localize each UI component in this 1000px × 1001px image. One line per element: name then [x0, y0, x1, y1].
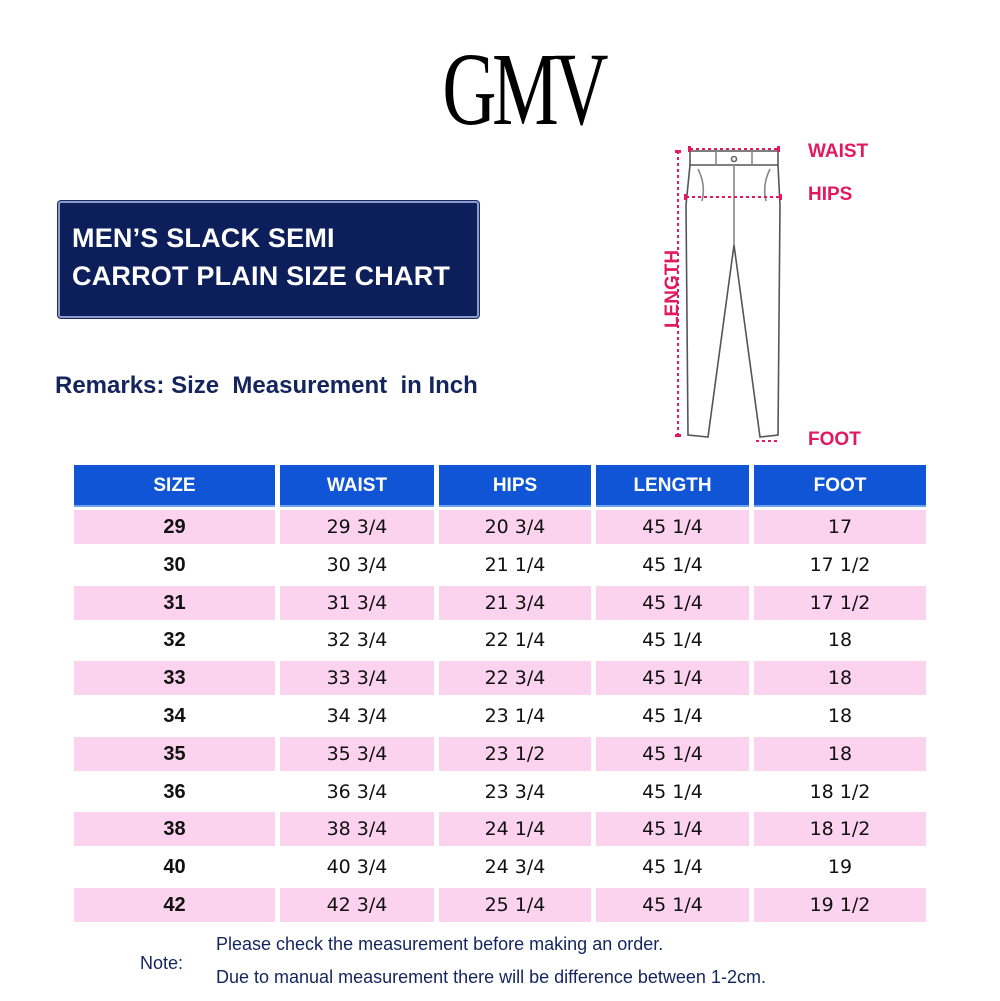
table-row [74, 885, 926, 923]
cell-size: 42 [74, 888, 275, 922]
cell-hips: 25 1/4 [439, 888, 591, 922]
note-line-1: Please check the measurement before making an order. [216, 934, 664, 954]
cell-waist: 29 3/4 [280, 510, 434, 544]
cell-foot: 19 1/2 [754, 888, 926, 922]
cell-size: 34 [163, 704, 186, 727]
cell-hips: 24 3/4 [484, 856, 546, 879]
cell-foot: 18 [754, 661, 926, 695]
cell-waist: 40 3/4 [326, 856, 388, 879]
cell-length: 45 1/4 [642, 704, 703, 727]
cell-hips: 24 1/4 [439, 812, 591, 846]
cell-waist: 34 3/4 [326, 704, 388, 727]
cell-foot: 18 [827, 704, 853, 727]
header-length: LENGTH [596, 465, 749, 507]
table-row [74, 658, 926, 696]
chart-title-box [58, 201, 479, 318]
table-row [74, 583, 926, 621]
table-row [74, 696, 926, 734]
cell-foot: 17 1/2 [754, 586, 926, 620]
size-table [74, 465, 926, 923]
table-row [74, 772, 926, 810]
cell-foot: 18 [754, 737, 926, 771]
cell-size: 29 [74, 510, 275, 544]
cell-waist: 38 3/4 [280, 812, 434, 846]
cell-length: 45 1/4 [596, 510, 749, 544]
table-row [74, 545, 926, 583]
diagram-label-foot: FOOT [808, 429, 861, 450]
cell-length: 45 1/4 [596, 661, 749, 695]
cell-length: 45 1/4 [596, 888, 749, 922]
cell-size: 32 [163, 629, 186, 652]
table-row [74, 809, 926, 847]
trousers-diagram [640, 135, 900, 455]
cell-size: 30 [163, 553, 186, 576]
cell-foot: 18 1/2 [809, 780, 871, 803]
cell-waist: 36 3/4 [326, 780, 388, 803]
cell-length: 45 1/4 [596, 737, 749, 771]
cell-foot: 19 [827, 856, 853, 879]
cell-waist: 30 3/4 [326, 553, 388, 576]
table-row [74, 847, 926, 885]
cell-length: 45 1/4 [642, 629, 703, 652]
cell-size: 36 [163, 780, 186, 803]
header-waist: WAIST [280, 465, 434, 507]
cell-hips: 21 1/4 [484, 553, 546, 576]
table-header-row [74, 465, 926, 507]
chart-title-line-2: CARROT PLAIN SIZE CHART [72, 261, 451, 291]
cell-foot: 17 [754, 510, 926, 544]
cell-hips: 23 1/2 [439, 737, 591, 771]
cell-length: 45 1/4 [596, 586, 749, 620]
cell-waist: 42 3/4 [280, 888, 434, 922]
cell-waist: 32 3/4 [326, 629, 388, 652]
cell-size: 35 [74, 737, 275, 771]
cell-size: 38 [74, 812, 275, 846]
cell-hips: 20 3/4 [439, 510, 591, 544]
note-line-2: Due to manual measurement there will be difference between 1-2cm. [216, 967, 766, 987]
cell-length: 45 1/4 [642, 553, 703, 576]
diagram-label-waist: WAIST [808, 141, 869, 162]
cell-waist: 31 3/4 [280, 586, 434, 620]
header-foot: FOOT [754, 465, 926, 507]
cell-size: 31 [74, 586, 275, 620]
table-row [74, 620, 926, 658]
diagram-label-hips: HIPS [808, 184, 853, 205]
diagram-label-length: LENGTH [662, 249, 684, 329]
cell-foot: 17 1/2 [809, 553, 871, 576]
cell-size: 40 [163, 856, 186, 879]
table-row [74, 507, 926, 545]
note-label: Note: [140, 953, 184, 973]
cell-hips: 22 3/4 [439, 661, 591, 695]
remarks-text: Remarks: Size Measurement in Inch [55, 372, 478, 399]
chart-title-line-1: MEN’S SLACK SEMI [72, 223, 335, 253]
cell-hips: 21 3/4 [439, 586, 591, 620]
cell-length: 45 1/4 [596, 812, 749, 846]
cell-length: 45 1/4 [642, 856, 703, 879]
cell-length: 45 1/4 [642, 780, 703, 803]
header-hips: HIPS [439, 465, 591, 507]
cell-waist: 33 3/4 [280, 661, 434, 695]
brand-logo: GMV [442, 32, 605, 147]
cell-foot: 18 1/2 [754, 812, 926, 846]
cell-foot: 18 [827, 629, 853, 652]
cell-waist: 35 3/4 [280, 737, 434, 771]
cell-hips: 23 3/4 [484, 780, 546, 803]
table-body [74, 507, 926, 923]
cell-size: 33 [74, 661, 275, 695]
table-row [74, 734, 926, 772]
cell-hips: 23 1/4 [484, 704, 546, 727]
cell-hips: 22 1/4 [484, 629, 546, 652]
header-size: SIZE [74, 465, 275, 507]
